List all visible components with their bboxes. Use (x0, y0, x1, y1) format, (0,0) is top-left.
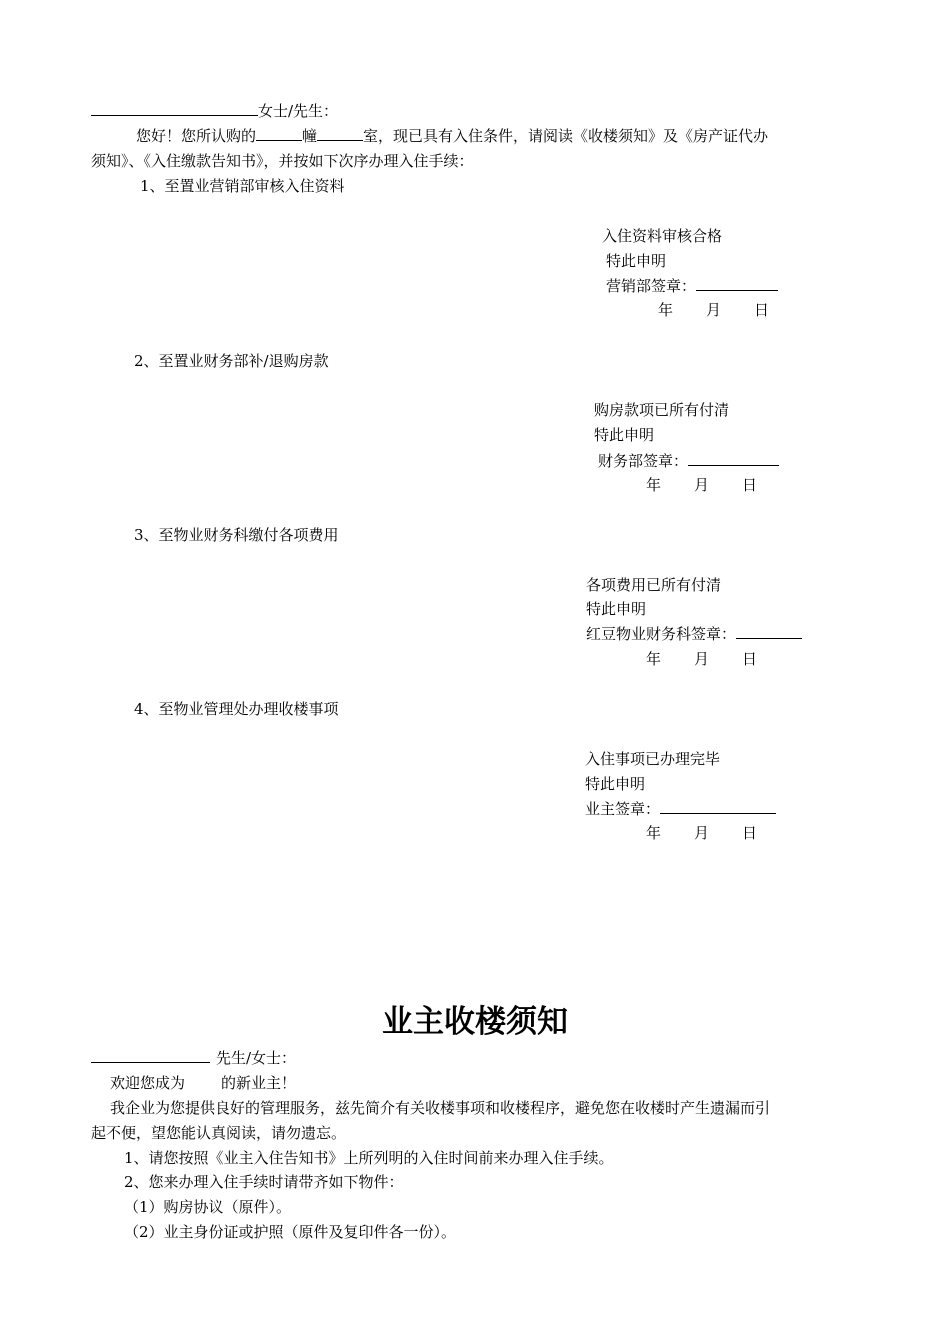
date-day: 日 (754, 301, 770, 319)
date-year: 年 (658, 301, 674, 319)
date-day: 日 (742, 476, 758, 494)
notice-paragraph-line-1: 我企业为您提供良好的管理服务，兹先简介有关收楼事项和收楼程序，避免您在收楼时产生遗漏而引 (110, 1099, 771, 1117)
signer-label: 红豆物业财务科签章： (586, 625, 737, 643)
notice-salutation (91, 1048, 296, 1068)
signature-blank[interactable] (736, 624, 770, 639)
step-statement: 入住资料审核合格 (602, 227, 723, 245)
signature-blank[interactable] (722, 451, 738, 466)
welcome-b: 的新业主！ (221, 1074, 297, 1092)
signature-blank[interactable] (772, 276, 778, 291)
date-line (646, 475, 757, 495)
step-label: 1、至置业营销部审核入住资料 (140, 177, 345, 195)
salutation-text: 先生/女士： (216, 1049, 297, 1067)
step-statement: 入住事项已办理完毕 (585, 750, 721, 768)
date-month: 月 (706, 301, 722, 319)
step-label: 3、至物业财务科缴付各项费用 (134, 526, 339, 544)
letter-salutation (91, 101, 338, 121)
welcome-line (110, 1073, 296, 1093)
room-blank[interactable] (317, 126, 363, 141)
date-line (658, 300, 769, 320)
step-statement: 各项费用已所有付清 (586, 576, 722, 594)
step-label: 2、至置业财务部补/退购房款 (134, 352, 329, 370)
notice-paragraph-line-2: 起不便，望您能认真阅读，请勿遗忘。 (91, 1124, 347, 1142)
date-line (646, 823, 757, 843)
date-year: 年 (646, 650, 662, 668)
notice-item-1: 1、请您按照《业主入住告知书》上所列明的入住时间前来办理入住手续。 (124, 1149, 614, 1167)
signer-label: 业主签章： (585, 800, 661, 818)
step-confirm: 特此申明 (585, 775, 646, 793)
signature-blank[interactable] (660, 799, 776, 814)
date-line (646, 649, 757, 669)
welcome-a: 欢迎您成为 (110, 1074, 186, 1092)
step-signature-line (606, 276, 778, 296)
date-month: 月 (694, 650, 710, 668)
salutation-text: 女士/先生： (258, 102, 339, 120)
step-confirm: 特此申明 (586, 600, 647, 618)
name-blank[interactable] (131, 1048, 210, 1063)
date-year: 年 (646, 476, 662, 494)
step-signature-line (586, 624, 802, 644)
date-day: 日 (742, 824, 758, 842)
name-blank[interactable] (91, 1048, 131, 1063)
signature-blank[interactable] (746, 276, 772, 291)
signer-label: 财务部签章： (598, 452, 689, 470)
signature-blank[interactable] (738, 451, 779, 466)
intro-line-2: 须知》、《入住缴款告知书》，并按如下次序办理入住手续： (91, 152, 474, 170)
signature-blank[interactable] (696, 276, 746, 291)
signature-blank[interactable] (688, 451, 722, 466)
intro-building: 幢 (302, 127, 318, 145)
step-statement: 购房款项已所有付清 (594, 401, 730, 419)
notice-subitem-2: （2）业主身份证或护照（原件及复印件各一份）。 (124, 1223, 457, 1241)
name-blank[interactable] (117, 101, 205, 116)
step-label: 4、至物业管理处办理收楼事项 (134, 700, 339, 718)
intro-greeting: 您好！您所认购的 (136, 127, 257, 145)
intro-line-1 (136, 126, 768, 146)
notice-title: 业主收楼须知 (382, 1004, 568, 1040)
date-year: 年 (646, 824, 662, 842)
name-blank[interactable] (91, 101, 117, 116)
building-blank[interactable] (256, 126, 302, 141)
step-confirm: 特此申明 (606, 252, 667, 270)
date-month: 月 (694, 476, 710, 494)
step-signature-line (598, 451, 779, 471)
intro-room: 室，现已具有入住条件，请阅读《收楼须知》及《房产证代办 (363, 127, 769, 145)
name-blank[interactable] (205, 101, 258, 116)
notice-item-2: 2、您来办理入住手续时请带齐如下物件： (124, 1173, 404, 1191)
step-confirm: 特此申明 (594, 426, 655, 444)
date-day: 日 (742, 650, 758, 668)
notice-subitem-1: （1）购房协议（原件）。 (124, 1198, 292, 1216)
date-month: 月 (694, 824, 710, 842)
step-signature-line (585, 799, 776, 819)
signature-blank[interactable] (770, 624, 802, 639)
signer-label: 营销部签章： (606, 277, 697, 295)
